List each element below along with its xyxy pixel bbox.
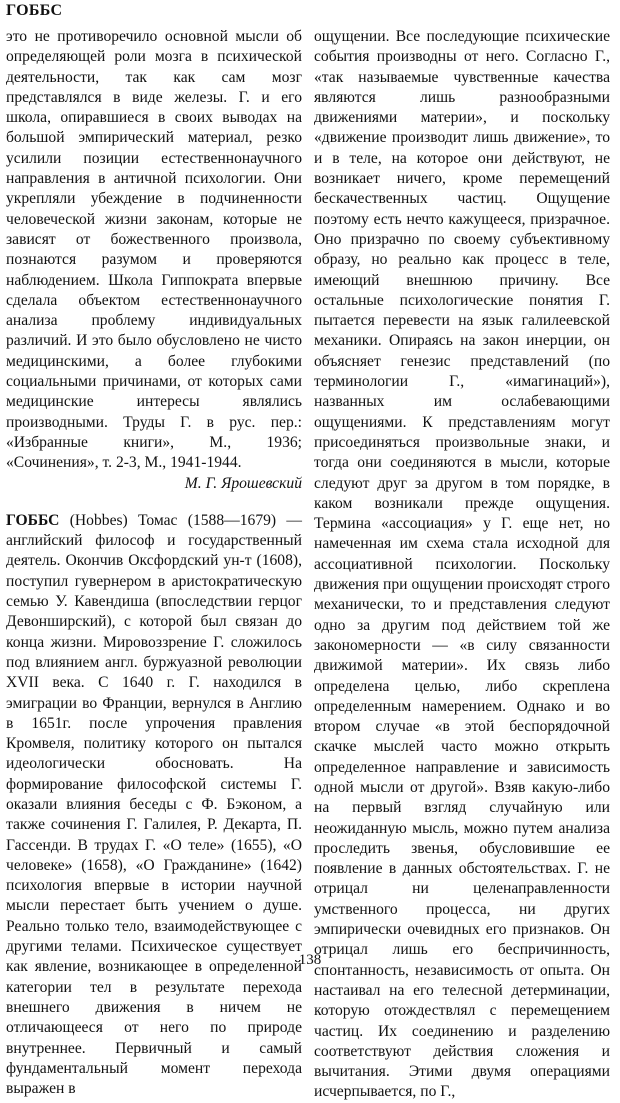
entry-title: ГОББС [6, 511, 60, 529]
previous-article-text: это не противоречило основной мысли об определяющей роли мозга в психической деятельности, так как сам мозг представлялся в виде железы. Г. и его школа, опиравшиеся в своих выводах на большой эмпирический материал, резко усилили позиции естественнонаучного направления в античной психологии. Они укрепляли убеждение в подчиненности человеческой жизни законам, которые не зависят от божественного произвола, познаются разумом и проверяются наблюдением. Школа Гиппократа впервые сделала объектом естественнонаучного анализа проблему индивидуальных различий. И это было обусловлено не чисто медицинскими, а более глубокими социальными причинами, от которых сами медицинские интересы являлись производными. Труды Г. в рус. пер.: «Избранные книги», М., 1936; «Сочинения», т. 2-3, М., 1941-1944. [6, 28, 302, 472]
running-head: ГОББС [6, 2, 63, 19]
page-number: 138 [298, 952, 322, 968]
entry-text-continuation: ощущении. Все последующие психические события производны от него. Согласно Г., «так называемые чувственные качества являются лишь разнообразными движениями материи», и поскольку «движение производит лишь движение», то и в теле, на которое они действуют, не возникает ничего, кроме перемещений бескачественных частиц. Ощущение поэтому есть нечто кажущееся, призрачное. Оно призрачно по своему субъективному образу, но реально как процесс в теле, имеющий внешнюю причину. Все остальные психологические понятия Г. пытается перевести на язык галилеевской механики. Опираясь на закон инерции, он объясняет генезис представлений (по терминологии Г., «имагинаций»), названных им ослабевающими ощущениями. К представлениям могут присоединяться произвольные знаки, и тогда они соединяются в мысли, которые следуют друг за другом в том порядке, в каком возникали прежде ощущения. Термина «ассоциация» у Г. еще нет, но намеченная им схема стала исходной для ассоциативной психологии. Поскольку движения при ощущении происходят строго механически, то и представления следуют одно за другим под действием той же закономерности — «в силу связанности движимой материи». Их связь либо определена целью, либо скреплена определенным намерением. Однако и во втором случае «в этой беспорядочной скачке мыслей часто можно открыть определенное направление и зависимость одной мысли от другой». Взяв какую-либо на первый взгляд случайную или неожиданную мысль, можно путем анализа проследить звенья, обусловившие ее появление в данных обстоятельствах. Г. не отрицал ни целенаправленности умственного процесса, ни других эмпирически очевидных его признаков. Он отрицал лишь его беспричинность, спонтанность, независимость от опыта. Он настаивал на его телесной детерминации, которую отождествлял с перемещением частиц. Их соединению и разделению соответствуют действия сложения и вычитания. Этими двумя операциями исчерпывается, по Г., [314, 28, 610, 1101]
entry-hobbes [6, 511, 302, 1100]
right-column [314, 27, 610, 1103]
left-column [6, 27, 302, 1099]
entry-text-start: (Hobbes) Томас (1588—1679) — английский философ и государственный деятель. Окончив Оксфордский ун-т (1608), поступил гувернером в аристократическую семью У. Кавендиша (впоследствии герцог Девонширский), с которой был связан до конца жизни. Мировоззрение Г. сложилось под влиянием англ. буржуазной революции XVII века. С 1640 г. Г. находился в эмиграции во Франции, вернулся в Англию в 1651г. после упрочения правления Кромвеля, политику которого он пытался идеологически обосновать. На формирование философской системы Г. оказали влияния беседы с Ф. Бэконом, а также сочинения Г. Галилея, Р. Декарта, П. Гассенди. В трудах Г. «О теле» (1655), «О человеке» (1658), «О Гражданине» (1642) психология впервые в истории научной мысли перестает быть учением о душе. Реально только тело, взаимодействующее с другими телами. Психическое существует как явление, возникающее в определенной категории тел в результате перехода внешнего движения в ничем не отличающееся от него по природе внутреннее. Первичный и самый фундаментальный момент перехода выражен в [6, 511, 302, 1098]
previous-article-author: М. Г. Ярошевский [184, 474, 302, 492]
